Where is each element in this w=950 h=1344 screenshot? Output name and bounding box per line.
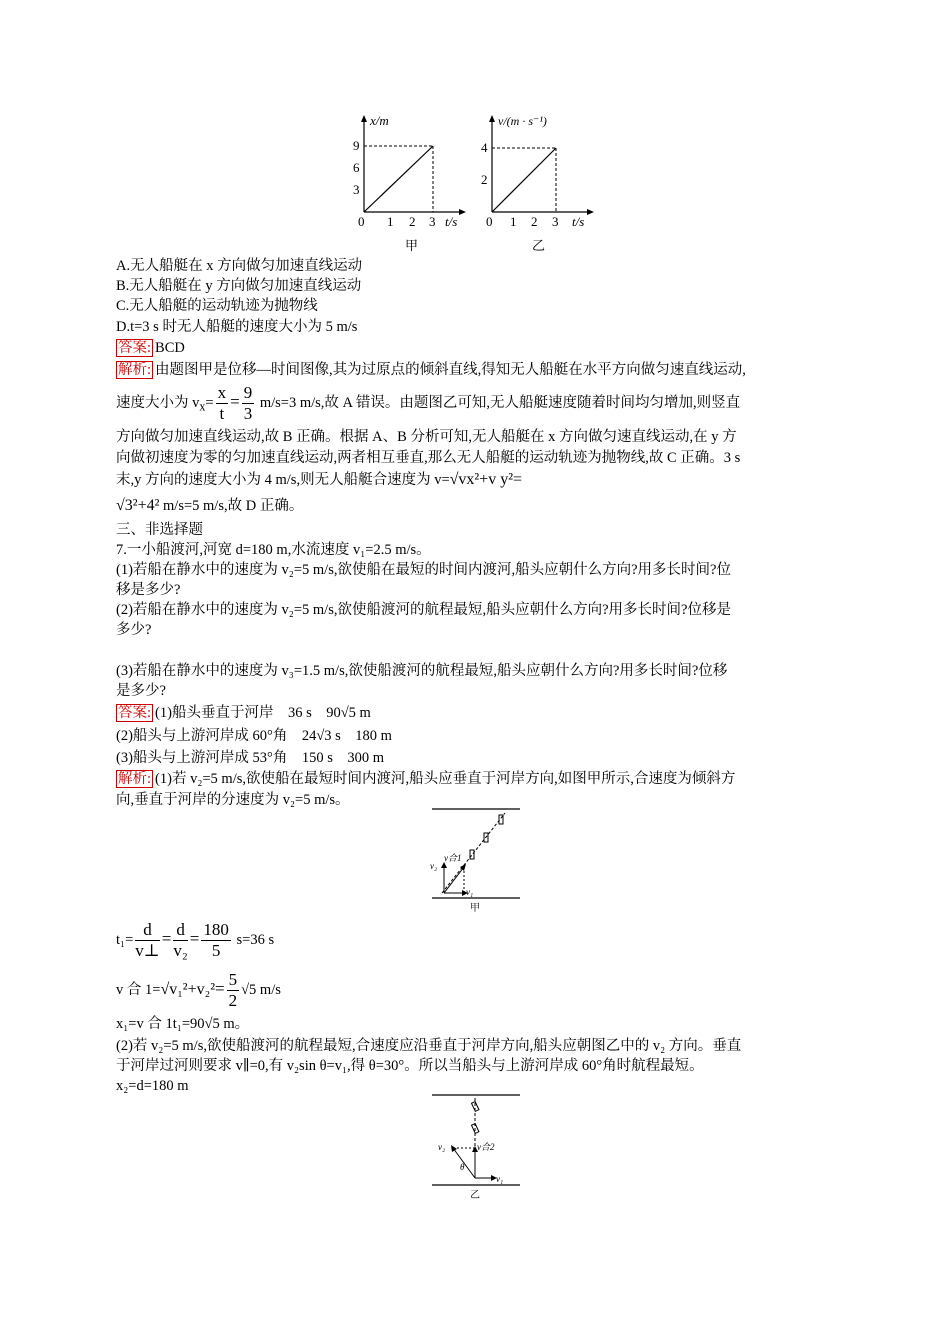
text-segment: s=36 s xyxy=(232,931,275,948)
fraction xyxy=(216,383,229,424)
q6-analysis-line4: 向做初速度为零的匀加速直线运动,两者相互垂直,那么无人船艇的运动轨迹为抛物线,故 C 正确。3 s xyxy=(116,450,741,466)
formula-t1: t₁= $\frac{d}{v\perp}$ = $\frac{d}{\text{v₂}}$ = $\frac{180}{5}$ s=36 s xyxy=(116,920,275,960)
fig-caption: 甲 xyxy=(470,903,480,914)
frac-den: 2 xyxy=(228,991,238,1010)
q6-answer-line xyxy=(116,338,185,358)
text-segment: m/s=3 m/s,故 A 错误。由题图乙可知,无人船艇速度随着时间均匀增加,则竖直 xyxy=(256,394,741,411)
fraction xyxy=(242,383,255,424)
q7-stem: 7.一小船渡河,河宽 d=180 m,水流速度 v₁=2.5 m/s。 xyxy=(116,542,431,558)
answer-tag: 答案: xyxy=(118,340,152,356)
q7-analysis1 xyxy=(116,769,735,789)
q7-answer3: (3)船头与上游河岸成 53°角 150 s 300 m xyxy=(116,750,385,766)
radical: √v xyxy=(449,471,467,488)
frac-den: 3 xyxy=(243,404,253,423)
label-v1: v₁ xyxy=(466,887,474,897)
q6-analysis-line1 xyxy=(116,360,746,380)
analysis-tag: 解析: xyxy=(118,362,152,378)
section-heading: 三、非选择题 xyxy=(116,522,203,538)
graph-yi xyxy=(481,114,594,253)
radical: √3²+4² xyxy=(116,497,160,514)
analysis-text: (1)若 v₂=5 m/s,欲使船在最短时间内渡河,船头应垂直于河岸方向,如图甲所示,合速度为倾斜方 xyxy=(155,771,736,787)
q6-analysis-line6 xyxy=(116,496,303,516)
yi-xtick: 1 xyxy=(510,214,517,229)
frac-den: v₂ xyxy=(173,941,188,960)
q6-answer: BCD xyxy=(155,340,185,356)
frac-den: v⊥ xyxy=(135,941,160,960)
jia-xtick: 2 xyxy=(409,214,416,229)
label-theta: θ xyxy=(460,1162,465,1172)
option-c: C.无人船艇的运动轨迹为抛物线 xyxy=(116,298,318,314)
radical-rest: x²+v y²= xyxy=(466,471,523,488)
q7-answer1 xyxy=(116,703,371,723)
river-figure-yi xyxy=(420,1090,530,1205)
fraction xyxy=(135,920,160,961)
q7-part2a: (2)若船在静水中的速度为 v₂=5 m/s,欲使船渡河的航程最短,船头应朝什么方向?用多长时间?位移是 xyxy=(116,602,731,618)
q7-analysis2: 向,垂直于河岸的分速度为 v₂=5 m/s。 xyxy=(116,792,350,808)
label-v1: v₁ xyxy=(496,1174,504,1184)
frac-num: 9 xyxy=(243,383,253,402)
formula-x2: x₂=d=180 m xyxy=(116,1078,189,1094)
yi-caption: 乙 xyxy=(532,238,546,253)
frac-num: 180 xyxy=(203,920,229,939)
fig-caption: 乙 xyxy=(470,1190,480,1201)
yi-ylabel: v/(m · s⁻¹) xyxy=(498,114,547,128)
top-graphs xyxy=(350,110,610,260)
yi-xtick: 3 xyxy=(552,214,559,229)
text-segment: 速度大小为 v xyxy=(116,394,200,411)
text-segment: √5 m/s xyxy=(241,981,281,998)
jia-origin: 0 xyxy=(358,214,365,229)
subscript: x xyxy=(199,399,206,414)
text-segment: = xyxy=(205,394,214,411)
graph-jia xyxy=(353,113,466,253)
q7-part2b: 多少? xyxy=(116,622,152,638)
q6-analysis-line3: 方向做匀加速直线运动,故 B 正确。根据 A、B 分析可知,无人船艇在 x 方向做匀速直线运动,在 y 方 xyxy=(116,429,737,445)
fraction xyxy=(227,970,240,1011)
label-vhe2: v合2 xyxy=(477,1142,495,1152)
text-segment: m/s=5 m/s,故 D 正确。 xyxy=(159,498,304,514)
q6-analysis-line5 xyxy=(116,470,522,490)
jia-xtick: 3 xyxy=(429,214,436,229)
frac-den: t xyxy=(219,404,225,423)
q7-analysis3: (2)若 v₂=5 m/s,欲使船渡河的航程最短,合速度应沿垂直于河岸方向,船头应朝图乙中的 v₂ 方向。垂直 xyxy=(116,1038,742,1054)
q7-part1a: (1)若船在静水中的速度为 v₂=5 m/s,欲使船在最短的时间内渡河,船头应朝什么方向?用多长时间?位 xyxy=(116,562,731,578)
option-b: B.无人船艇在 y 方向做匀加速直线运动 xyxy=(116,278,362,294)
yi-ytick: 4 xyxy=(481,140,488,155)
q7-answer2: (2)船头与上游河岸成 60°角 24√3 s 180 m xyxy=(116,728,392,744)
label-v2: v₂ xyxy=(430,861,438,871)
analysis-tag: 解析: xyxy=(118,771,152,787)
label-v2: v₂ xyxy=(438,1142,446,1152)
text-segment: 末,y 方向的速度大小为 4 m/s,则无人船艇合速度为 v= xyxy=(116,472,450,488)
q7-part3a: (3)若船在静水中的速度为 v₃=1.5 m/s,欲使船渡河的航程最短,船头应朝什么方向?用多长时间?位移 xyxy=(116,663,728,679)
answer-text: (1)船头垂直于河岸 36 s 90√5 m xyxy=(155,705,371,721)
text-segment: v 合 1= xyxy=(116,981,161,998)
q7-part1b: 移是多少? xyxy=(116,582,181,598)
radical: √v₁²+v₂² xyxy=(160,980,215,998)
jia-xlabel: t/s xyxy=(445,214,458,229)
yi-origin: 0 xyxy=(486,214,493,229)
frac-num: d xyxy=(173,920,187,941)
jia-ylabel: x/m xyxy=(370,113,389,128)
jia-xtick: 1 xyxy=(387,214,394,229)
jia-ytick: 9 xyxy=(353,138,360,153)
formula-x1: x₁=v 合 1t₁=90√5 m。 xyxy=(116,1016,250,1032)
jia-ytick: 3 xyxy=(353,182,360,197)
option-a: A.无人船艇在 x 方向做匀加速直线运动 xyxy=(116,258,363,274)
q7-analysis4: 于河岸过河则要求 v∥=0,有 v₂sin θ=v₁,得 θ=30°。所以当船头与上游河岸成 60°角时航程最短。 xyxy=(116,1058,704,1074)
fraction xyxy=(201,920,231,961)
q6-analysis-line2: 速度大小为 $v_x=$ $\frac{x}{t}$ = $\frac{9}{3}$ m/s=3 m/s,故 A 错误。由题图乙可知,无人船艇速度随着时间均匀增加,则竖直 xyxy=(116,383,741,423)
yi-ytick: 2 xyxy=(481,172,488,187)
frac-den: 5 xyxy=(211,941,221,960)
frac-num: d xyxy=(135,920,160,941)
jia-caption: 甲 xyxy=(405,238,419,253)
jia-ytick: 6 xyxy=(353,160,360,175)
text-segment: t₁= xyxy=(116,931,134,948)
fraction xyxy=(173,920,187,961)
q6-analysis-text: 由题图甲是位移—时间图像,其为过原点的倾斜直线,得知无人船艇在水平方向做匀速直线运动, xyxy=(155,362,746,378)
yi-xtick: 2 xyxy=(531,214,538,229)
option-d: D.t=3 s 时无人船艇的速度大小为 5 m/s xyxy=(116,319,358,335)
frac-num: x xyxy=(217,383,227,402)
answer-tag: 答案: xyxy=(118,705,152,721)
formula-vhe1: v 合 1=√v₁²+v₂²= $\frac{5}{2}$ √5 m/s xyxy=(116,970,281,1010)
label-vhe1: v合1 xyxy=(444,853,462,863)
frac-num: 5 xyxy=(228,970,238,989)
yi-xlabel: t/s xyxy=(572,214,585,229)
river-figure-jia xyxy=(420,805,530,920)
q7-part3b: 是多少? xyxy=(116,683,166,699)
